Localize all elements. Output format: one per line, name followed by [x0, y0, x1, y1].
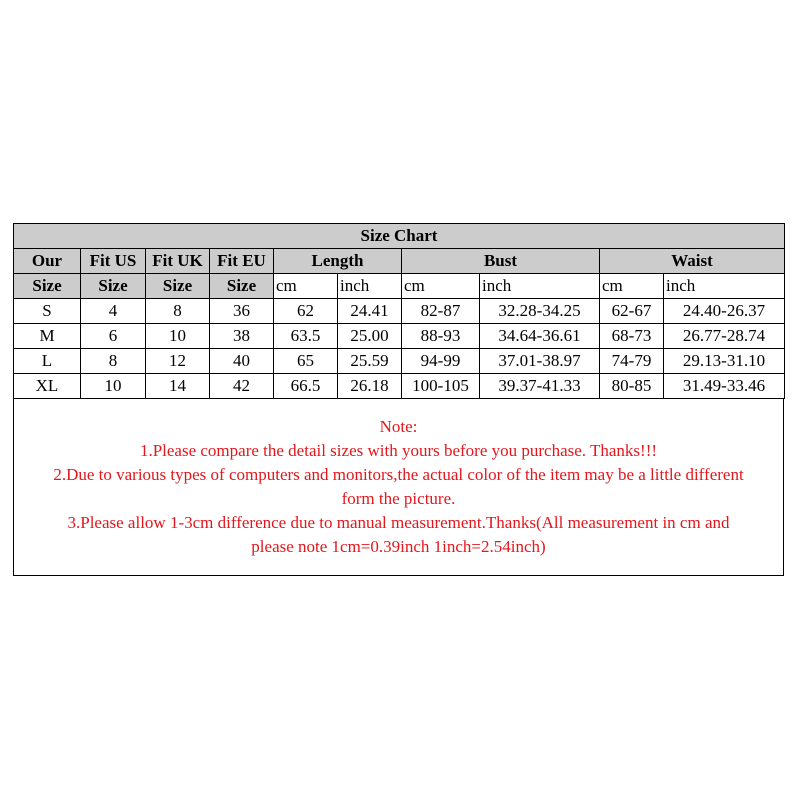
- cell-waist-inch: 26.77-28.74: [664, 324, 785, 349]
- size-table: [13, 223, 785, 399]
- note-line-3: form the picture.: [341, 489, 456, 508]
- cell-length-inch: 25.59: [338, 349, 402, 374]
- header-bust-inch: inch: [480, 274, 600, 299]
- cell-waist-inch: 29.13-31.10: [664, 349, 785, 374]
- cell-bust-cm: 82-87: [402, 299, 480, 324]
- header-fit-uk-2: Size: [146, 274, 210, 299]
- header-fit-us-1: Fit US: [81, 249, 146, 274]
- cell-bust-inch: 39.37-41.33: [480, 374, 600, 399]
- cell-length-cm: 66.5: [274, 374, 338, 399]
- note-box: [13, 399, 784, 576]
- cell-bust-cm: 94-99: [402, 349, 480, 374]
- cell-us: 8: [81, 349, 146, 374]
- cell-eu: 40: [210, 349, 274, 374]
- table-row: [14, 374, 785, 399]
- cell-bust-inch: 37.01-38.97: [480, 349, 600, 374]
- cell-bust-inch: 34.64-36.61: [480, 324, 600, 349]
- header-fit-us-2: Size: [81, 274, 146, 299]
- cell-length-cm: 63.5: [274, 324, 338, 349]
- title-row: [14, 224, 785, 249]
- cell-length-inch: 25.00: [338, 324, 402, 349]
- header-length-cm: cm: [274, 274, 338, 299]
- header-fit-uk-1: Fit UK: [146, 249, 210, 274]
- header-waist-cm: cm: [600, 274, 664, 299]
- cell-eu: 36: [210, 299, 274, 324]
- cell-waist-inch: 31.49-33.46: [664, 374, 785, 399]
- cell-size: M: [14, 324, 81, 349]
- cell-us: 10: [81, 374, 146, 399]
- header-fit-eu-1: Fit EU: [210, 249, 274, 274]
- header-waist: Waist: [600, 249, 785, 274]
- cell-length-inch: 24.41: [338, 299, 402, 324]
- cell-eu: 38: [210, 324, 274, 349]
- cell-uk: 12: [146, 349, 210, 374]
- cell-waist-cm: 80-85: [600, 374, 664, 399]
- cell-size: S: [14, 299, 81, 324]
- cell-size: XL: [14, 374, 81, 399]
- header-bust: Bust: [402, 249, 600, 274]
- header-our-size-1: Our: [14, 249, 81, 274]
- cell-waist-cm: 62-67: [600, 299, 664, 324]
- header-row-2: [14, 274, 785, 299]
- table-row: [14, 349, 785, 374]
- cell-bust-cm: 100-105: [402, 374, 480, 399]
- cell-us: 4: [81, 299, 146, 324]
- note-line-2: 2.Due to various types of computers and monitors,the actual color of the item may be a little different: [53, 465, 744, 484]
- size-chart: [13, 223, 784, 576]
- cell-length-cm: 62: [274, 299, 338, 324]
- cell-bust-inch: 32.28-34.25: [480, 299, 600, 324]
- header-row-1: [14, 249, 785, 274]
- cell-waist-inch: 24.40-26.37: [664, 299, 785, 324]
- table-row: [14, 299, 785, 324]
- cell-uk: 10: [146, 324, 210, 349]
- note-line-4: 3.Please allow 1-3cm difference due to manual measurement.Thanks(All measurement in cm and: [67, 513, 730, 532]
- table-row: [14, 324, 785, 349]
- note-line-5: please note 1cm=0.39inch 1inch=2.54inch): [251, 537, 546, 556]
- cell-length-cm: 65: [274, 349, 338, 374]
- header-waist-inch: inch: [664, 274, 785, 299]
- cell-uk: 14: [146, 374, 210, 399]
- cell-bust-cm: 88-93: [402, 324, 480, 349]
- header-length: Length: [274, 249, 402, 274]
- cell-us: 6: [81, 324, 146, 349]
- cell-waist-cm: 74-79: [600, 349, 664, 374]
- header-bust-cm: cm: [402, 274, 480, 299]
- cell-waist-cm: 68-73: [600, 324, 664, 349]
- note-line-1: 1.Please compare the detail sizes with yours before you purchase. Thanks!!!: [139, 441, 658, 460]
- chart-title: Size Chart: [14, 224, 785, 249]
- header-fit-eu-2: Size: [210, 274, 274, 299]
- cell-size: L: [14, 349, 81, 374]
- cell-uk: 8: [146, 299, 210, 324]
- cell-length-inch: 26.18: [338, 374, 402, 399]
- header-length-inch: inch: [338, 274, 402, 299]
- header-our-size-2: Size: [14, 274, 81, 299]
- cell-eu: 42: [210, 374, 274, 399]
- note-heading: Note:: [379, 417, 418, 436]
